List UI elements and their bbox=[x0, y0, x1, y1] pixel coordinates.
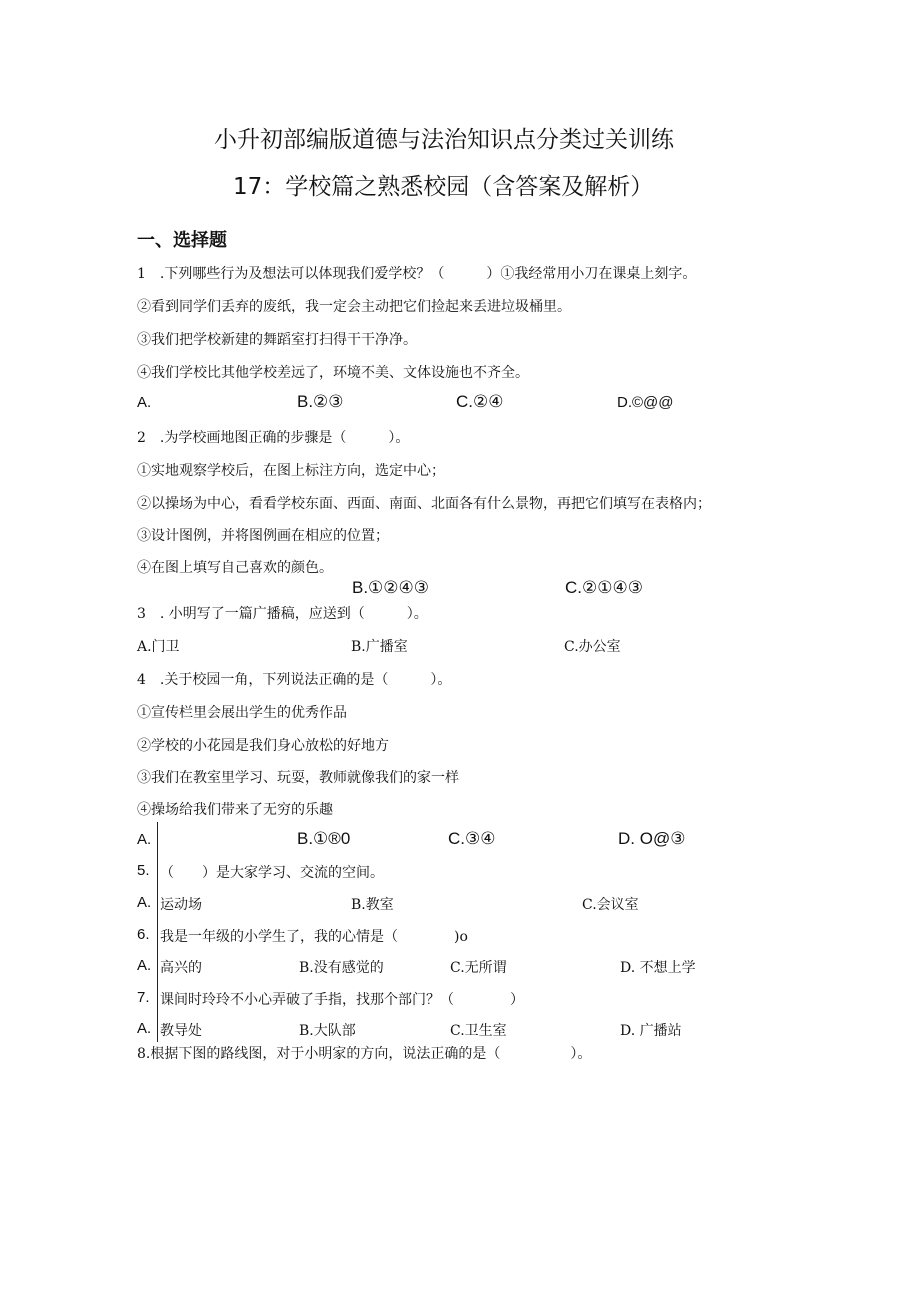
q7-option-a-label: A. bbox=[137, 1020, 152, 1037]
q5-option-c: C.会议室 bbox=[582, 897, 639, 913]
q1-option-d: D.©@@ bbox=[617, 394, 674, 411]
q2-option-b: B.①②④③ bbox=[352, 578, 430, 597]
q1-statement-2: ②看到同学们丢弃的废纸，我一定会主动把它们捡起来丢进垃圾桶里。 bbox=[137, 299, 571, 315]
q7-option-b: B.大队部 bbox=[299, 1023, 356, 1039]
q1-option-a: A. bbox=[137, 394, 152, 411]
q4-statement-4: ④操场给我们带来了无穷的乐趣 bbox=[137, 802, 333, 818]
q8-stem: 8.根据下图的路线图，对于小明家的方向，说法正确的是（ ）。 bbox=[137, 1046, 592, 1062]
doc-title-line1: 小升初部编版道德与法治知识点分类过关训练 bbox=[214, 127, 674, 153]
q5-option-b: B.教室 bbox=[351, 897, 394, 913]
q7-option-a: 教导处 bbox=[160, 1023, 202, 1039]
q3-option-b: B.广播室 bbox=[351, 639, 408, 655]
q5-option-a: 运动场 bbox=[160, 897, 202, 913]
q2-step-2: ②以操场为中心，看看学校东面、西面、南面、北面各有什么景物，再把它们填写在表格内； bbox=[137, 496, 711, 512]
q4-statement-1: ①宣传栏里会展出学生的优秀作品 bbox=[137, 705, 347, 721]
doc-title-line2: 17：学校篇之熟悉校园（含答案及解析） bbox=[233, 174, 654, 200]
q4-option-d: D. O@③ bbox=[618, 829, 686, 848]
q1-statement-4: ④我们学校比其他学校差远了，环境不美、文体设施也不齐全。 bbox=[137, 365, 529, 381]
q4-option-c: C.③④ bbox=[448, 829, 496, 848]
q4-option-a: A. bbox=[137, 831, 152, 848]
q5-stem: （ ）是大家学习、交流的空间。 bbox=[160, 865, 384, 881]
q1-option-b: B.②③ bbox=[297, 392, 344, 411]
q4-option-b: B.①®0 bbox=[297, 829, 351, 848]
q4-statement-3: ③我们在教室里学习、玩耍，教师就像我们的家一样 bbox=[137, 770, 459, 786]
q1-stem: 1 .下列哪些行为及想法可以体现我们爱学校？（ ）①我经常用小刀在课桌上刻字。 bbox=[137, 266, 697, 282]
q7-number: 7. bbox=[137, 989, 150, 1006]
q5-option-a-label: A. bbox=[137, 894, 152, 911]
margin-rule bbox=[157, 822, 158, 1042]
q2-stem: 2 .为学校画地图正确的步骤是（ ）。 bbox=[137, 430, 410, 446]
q2-step-4: ④在图上填写自己喜欢的颜色。 bbox=[137, 560, 333, 576]
q6-option-c: C.无所谓 bbox=[450, 960, 507, 976]
q4-statement-2: ②学校的小花园是我们身心放松的好地方 bbox=[137, 738, 389, 754]
q3-option-a: A.门卫 bbox=[137, 639, 180, 655]
q7-option-c: C.卫生室 bbox=[450, 1023, 507, 1039]
q6-option-d: D. 不想上学 bbox=[620, 960, 696, 976]
q5-number: 5. bbox=[137, 862, 150, 879]
q2-step-3: ③设计图例，并将图例画在相应的位置； bbox=[137, 528, 389, 544]
q6-option-b: B.没有感觉的 bbox=[299, 960, 384, 976]
q4-stem: 4 .关于校园一角，下列说法正确的是（ ）。 bbox=[137, 672, 452, 688]
q1-option-c: C.②④ bbox=[456, 392, 504, 411]
q2-step-1: ①实地观察学校后，在图上标注方向，选定中心； bbox=[137, 463, 445, 479]
q3-stem: 3 . 小明写了一篇广播稿，应送到（ ）。 bbox=[137, 606, 428, 622]
q6-option-a-label: A. bbox=[137, 957, 152, 974]
q7-stem: 课间时玲玲不小心弄破了手指，找那个部门？（ ） bbox=[160, 992, 524, 1008]
q6-number: 6. bbox=[137, 926, 150, 943]
q6-option-a: 高兴的 bbox=[160, 960, 202, 976]
q7-option-d: D. 广播站 bbox=[620, 1023, 682, 1039]
q2-option-c: C.②①④③ bbox=[565, 578, 643, 597]
section-heading: 一、选择题 bbox=[137, 230, 227, 251]
q6-stem: 我是一年级的小学生了，我的心情是（ )o bbox=[160, 929, 468, 945]
q1-statement-3: ③我们把学校新建的舞蹈室打扫得干干净净。 bbox=[137, 332, 417, 348]
q3-option-c: C.办公室 bbox=[564, 639, 621, 655]
